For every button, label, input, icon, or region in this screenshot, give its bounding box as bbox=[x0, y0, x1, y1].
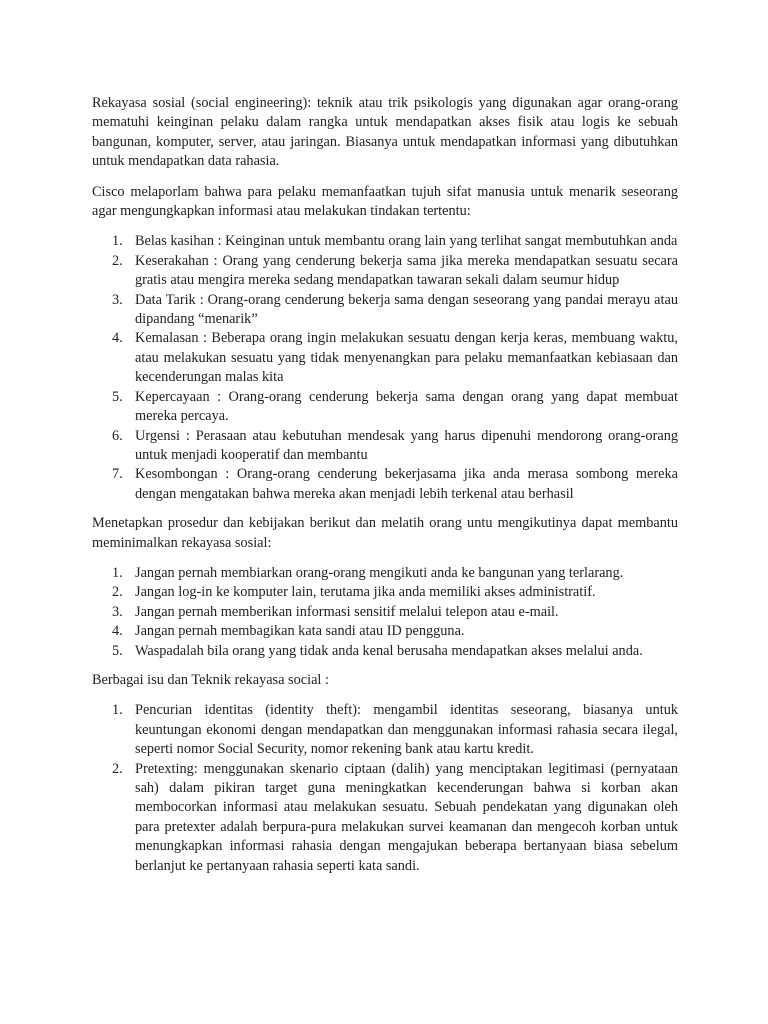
list-item bbox=[92, 642, 678, 661]
list-item-text: Urgensi : Perasaan atau kebutuhan mendesak yang harus dipenuhi mendorong orang-orang untuk menjadi kooperatif dan membantu bbox=[135, 427, 678, 463]
list-number: 1. bbox=[112, 233, 123, 250]
list-item bbox=[92, 603, 678, 622]
list-number: 2. bbox=[112, 584, 123, 601]
list-number: 2. bbox=[112, 252, 123, 269]
list-item bbox=[92, 291, 678, 330]
list-number: 4. bbox=[112, 330, 123, 347]
issues-paragraph: Berbagai isu dan Teknik rekayasa social : bbox=[92, 671, 329, 688]
procedures-list bbox=[92, 564, 678, 661]
list-number: 5. bbox=[112, 642, 123, 659]
cisco-paragraph: Cisco melaporlam bahwa para pelaku memanfaatkan tujuh sifat manusia untuk menarik seseorang agar mengungkapkan informasi atau melakukan tindakan tertentu: bbox=[92, 183, 678, 220]
intro-paragraph: Rekayasa sosial (social engineering): teknik atau trik psikologis yang digunakan agar orang-orang mematuhi keinginan pelaku dalam rangka untuk mendapatkan akses fisik atau logis ke sebuah bangunan, komputer, server, atau jaringan. Biasanya untuk mendapatkan informasi yang dibutuhkan untuk mendapatkan data rahasia. bbox=[92, 95, 678, 170]
list-number: 7. bbox=[112, 466, 123, 483]
list-item bbox=[92, 583, 678, 602]
issues-list bbox=[92, 701, 678, 876]
list-item-text: Keserakahan : Orang yang cenderung bekerja sama jika mereka mendapatkan sesuatu secara gratis atau mengira mereka sedang mendapatkan tawaran sekali dalam seumur hidup bbox=[135, 252, 678, 289]
list-item-text: Jangan pernah memberikan informasi sensitif melalui telepon atau e-mail. bbox=[135, 603, 559, 620]
list-item-text: Belas kasihan : Keinginan untuk membantu orang lain yang terlihat sangat membutuhkan anda bbox=[135, 233, 678, 250]
list-item-text: Kepercayaan : Orang-orang cenderung bekerja sama dengan orang yang dapat membuat mereka percaya. bbox=[135, 388, 678, 425]
document-page bbox=[92, 94, 678, 876]
list-item bbox=[92, 232, 678, 251]
list-item-text: Waspadalah bila orang yang tidak anda kenal berusaha mendapatkan akses melalui anda. bbox=[135, 642, 643, 659]
procedure-paragraph: Menetapkan prosedur dan kebijakan berikut dan melatih orang untu mengikutinya dapat membantu meminimalkan rekayasa sosial: bbox=[92, 515, 678, 551]
list-number: 1. bbox=[112, 702, 123, 719]
list-number: 6. bbox=[112, 427, 123, 444]
list-item-text: Kemalasan : Beberapa orang ingin melakukan sesuatu dengan kerja keras, membuang waktu, atau melakukan sesuatu yang tidak menyenangkan para pelaku memanfaatkan kebiasaan dan kecenderungan malas kita bbox=[135, 330, 678, 386]
list-item bbox=[92, 427, 678, 466]
list-item bbox=[92, 760, 678, 876]
list-number: 3. bbox=[112, 291, 123, 308]
list-item bbox=[92, 701, 678, 759]
list-item bbox=[92, 329, 678, 387]
list-item bbox=[92, 252, 678, 291]
list-item bbox=[92, 465, 678, 504]
list-item-text: Kesombongan : Orang-orang cenderung bekerjasama jika anda merasa sombong mereka dengan mengatakan bahwa mereka akan menjadi lebih terkenal atau berhasil bbox=[135, 466, 678, 502]
list-number: 3. bbox=[112, 603, 123, 620]
list-number: 5. bbox=[112, 388, 123, 405]
list-number: 2. bbox=[112, 760, 123, 777]
list-item-text: Pretexting: menggunakan skenario ciptaan (dalih) yang menciptakan legitimasi (pernyataan sah) dalam pikiran target guna meningkatkan kecenderungan bahwa si korban akan membocorkan informasi atau melakukan sesuatu. Sebuah pendekatan yang digunakan oleh para pretexter adalah berpura-pura melakukan survei keamanan dan mengecoh korban untuk menungkapkan informasi rahasia dengan mengajukan beberapa bertanyaan biasa sebelum berlanjut ke pertanyaan rahasia seperti kata sandi. bbox=[135, 760, 678, 874]
list-item-text: Jangan pernah membiarkan orang-orang mengikuti anda ke bangunan yang terlarang. bbox=[135, 564, 624, 581]
list-item-text: Jangan log-in ke komputer lain, terutama jika anda memiliki akses administratif. bbox=[135, 584, 596, 601]
list-item-text: Pencurian identitas (identity theft): mengambil identitas seseorang, biasanya untuk keuntungan ekonomi dengan mendapatkan dan menggunakan informasi rahasia secara ilegal, seperti nomor Social Security, nomor rekening bank atau kartu kredit. bbox=[135, 702, 678, 758]
traits-list bbox=[92, 232, 678, 504]
list-item bbox=[92, 622, 678, 641]
list-item bbox=[92, 388, 678, 427]
list-item-text: Data Tarik : Orang-orang cenderung bekerja sama dengan seseorang yang pandai merayu atau dipandang “menarik” bbox=[135, 291, 678, 328]
list-item-text: Jangan pernah membagikan kata sandi atau ID pengguna. bbox=[135, 623, 465, 640]
list-number: 4. bbox=[112, 623, 123, 640]
list-item bbox=[92, 564, 678, 583]
list-number: 1. bbox=[112, 564, 123, 581]
